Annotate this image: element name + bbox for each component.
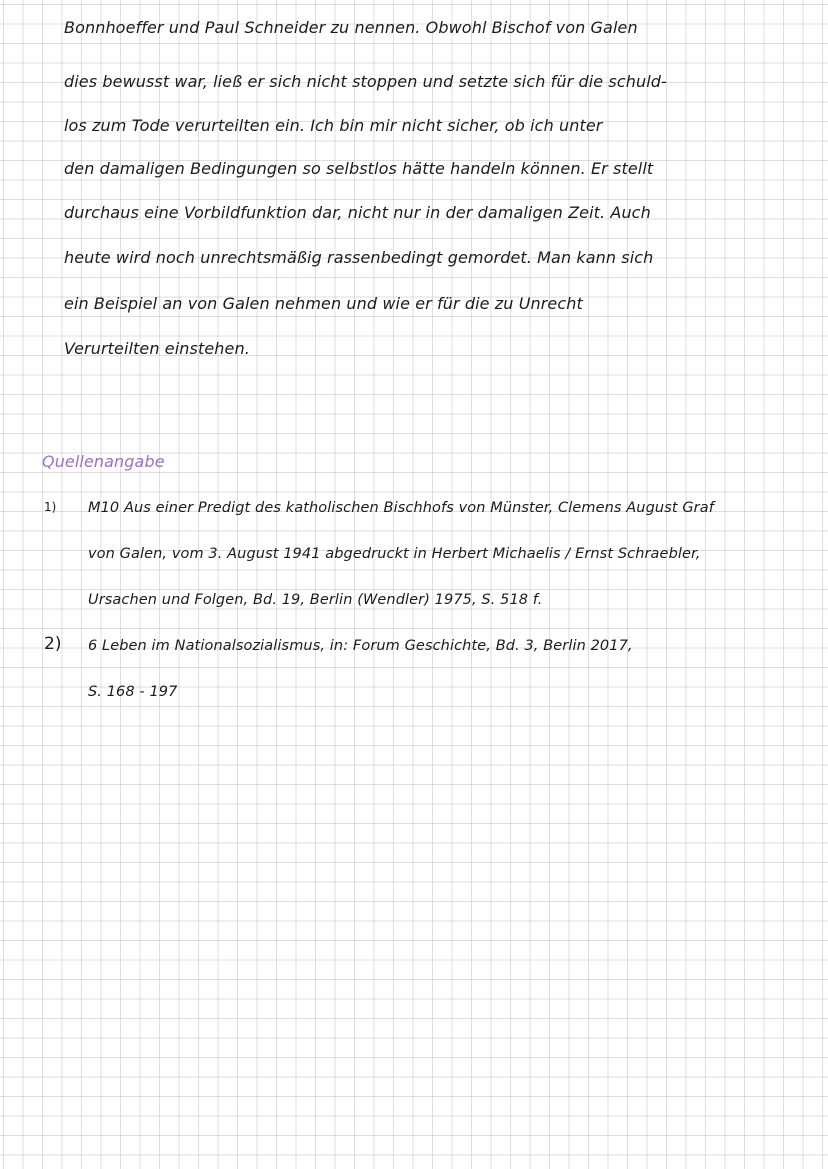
source-number: 2) — [44, 634, 62, 654]
body-text-line: Verurteilten einstehen. — [64, 339, 250, 358]
source-line: M10 Aus einer Predigt des katholischen Bischhofs von Münster, Clemens August Graf — [88, 500, 714, 516]
source-line: 6 Leben im Nationalsozialismus, in: Forum Geschichte, Bd. 3, Berlin 2017, — [88, 638, 633, 654]
body-text-line: dies bewusst war, ließ er sich nicht stoppen und setzte sich für die schuld- — [64, 72, 667, 91]
body-text-line: Bonnhoeffer und Paul Schneider zu nennen. Obwohl Bischof von Galen — [64, 18, 638, 37]
body-text-line: ein Beispiel an von Galen nehmen und wie er für die zu Unrecht — [64, 294, 583, 313]
source-line: Ursachen und Folgen, Bd. 19, Berlin (Wendler) 1975, S. 518 f. — [88, 592, 543, 608]
sources-heading: Quellenangabe — [42, 452, 165, 471]
source-number: 1) — [44, 500, 57, 514]
body-text-line: heute wird noch unrechtsmäßig rassenbedingt gemordet. Man kann sich — [64, 248, 654, 267]
source-line: von Galen, vom 3. August 1941 abgedruckt in Herbert Michaelis / Ernst Schraebler, — [88, 546, 701, 562]
body-text-line: los zum Tode verurteilten ein. Ich bin mir nicht sicher, ob ich unter — [64, 116, 603, 135]
body-text-line: den damaligen Bedingungen so selbstlos hätte handeln können. Er stellt — [64, 159, 654, 178]
body-text-line: durchaus eine Vorbildfunktion dar, nicht nur in der damaligen Zeit. Auch — [64, 203, 651, 222]
source-line: S. 168 - 197 — [88, 684, 178, 700]
